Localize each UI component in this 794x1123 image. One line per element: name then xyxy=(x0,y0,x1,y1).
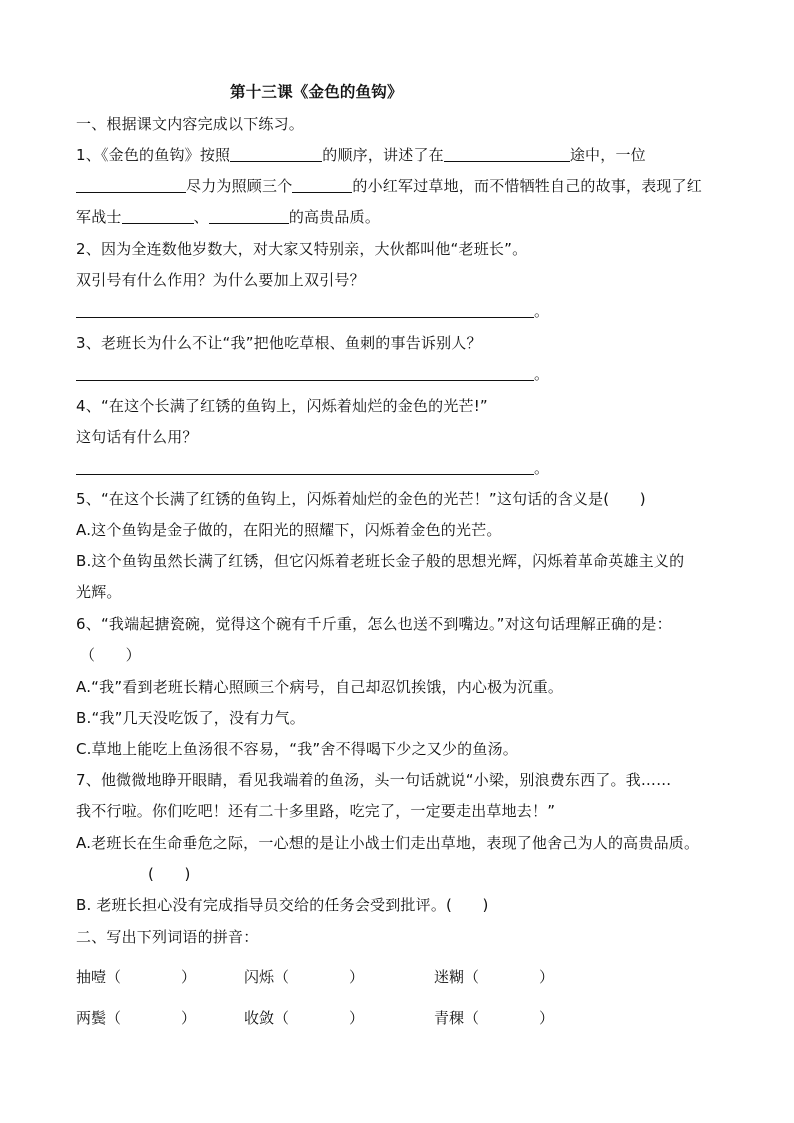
q6-option-b: B.“我”几天没吃饭了，没有力气。 xyxy=(76,709,306,727)
q1-blank-quality2[interactable] xyxy=(209,208,289,224)
q7-option-b: B. 老班长担心没有完成指导员交给的任务会受到批评。( ) xyxy=(76,896,489,914)
q6-answer-paren[interactable]: （ ） xyxy=(80,646,141,664)
q7-stem-cont: 我不行啦。你们吃吧！还有二十多里路，吃完了，一定要走出草地去！” xyxy=(76,802,556,820)
q1-blank-adjective[interactable] xyxy=(292,177,352,193)
section2-heading: 二、写出下列词语的拼音： xyxy=(76,928,259,946)
q3-answer-line: 。 xyxy=(76,364,721,384)
q1-line1: 1、《金色的鱼钩》按照 的顺序，讲述了在 途中，一位 xyxy=(76,146,646,164)
q1-blank-quality1[interactable] xyxy=(122,208,194,224)
q1-blank-journey[interactable] xyxy=(444,146,570,162)
q6-option-c: C.草地上能吃上鱼汤很不容易，“我”舍不得喝下少之又少的鱼汤。 xyxy=(76,740,518,758)
q1-blank-order[interactable] xyxy=(230,146,322,162)
q4-answer-blank[interactable] xyxy=(76,459,534,475)
pinyin-item[interactable]: 抽噎（ ） xyxy=(76,968,197,986)
pinyin-item[interactable]: 收敛（ ） xyxy=(244,1009,365,1027)
pinyin-item[interactable]: 青稞（ ） xyxy=(434,1009,555,1027)
pinyin-item[interactable]: 迷糊（ ） xyxy=(434,968,555,986)
q2-stem: 2、因为全连数他岁数大，对大家又特别亲，大伙都叫他“老班长”。 xyxy=(76,240,528,258)
q7-option-a-paren[interactable]: ( ) xyxy=(148,865,191,883)
page-title: 第十三课《金色的鱼钩》 xyxy=(230,83,403,101)
q4-ask: 这句话有什么用？ xyxy=(76,428,198,446)
q4-stem: 4、“在这个长满了红锈的鱼钩上，闪烁着灿烂的金色的光芒!” xyxy=(76,397,488,415)
q6-option-a: A.“我”看到老班长精心照顾三个病号，自己却忍饥挨饿，内心极为沉重。 xyxy=(76,678,564,696)
q5-option-b-cont: 光辉。 xyxy=(76,583,122,601)
q5-option-b: B.这个鱼钩虽然长满了红锈，但它闪烁着老班长金子般的思想光辉，闪烁着革命英雄主义的 xyxy=(76,552,685,570)
pinyin-item[interactable]: 两鬓（ ） xyxy=(76,1009,197,1027)
q4-answer-line: 。 xyxy=(76,458,721,478)
q3-answer-blank[interactable] xyxy=(76,365,534,381)
q7-stem: 7、他微微地睁开眼睛，看见我端着的鱼汤，头一句话就说“小梁，别浪费东西了。我…… xyxy=(76,771,672,789)
q5-stem: 5、“在这个长满了红锈的鱼钩上，闪烁着灿烂的金色的光芒！”这句话的含义是( ) xyxy=(76,490,646,508)
q2-answer-blank[interactable] xyxy=(76,302,534,318)
q1-line2: 尽力为照顾三个 的小红军过草地，而不惜牺牲自己的故事，表现了红 xyxy=(76,176,721,196)
pinyin-item[interactable]: 闪烁（ ） xyxy=(244,968,365,986)
q2-ask: 双引号有什么作用？为什么要加上双引号？ xyxy=(76,271,365,289)
q1-line3: 军战士 、 的高贵品质。 xyxy=(76,208,381,226)
q3-stem: 3、老班长为什么不让“我”把他吃草根、鱼刺的事告诉别人？ xyxy=(76,334,482,352)
q1-blank-person[interactable] xyxy=(76,177,186,193)
q2-answer-line: 。 xyxy=(76,301,721,321)
section1-heading: 一、根据课文内容完成以下练习。 xyxy=(76,115,305,133)
q7-option-a: A.老班长在生命垂危之际，一心想的是让小战士们走出草地，表现了他舍己为人的高贵品质。 xyxy=(76,834,700,852)
q6-stem: 6、“我端起搪瓷碗，觉得这个碗有千斤重，怎么也送不到嘴边。”对这句话理解正确的是： xyxy=(76,615,672,633)
q5-option-a: A.这个鱼钩是金子做的，在阳光的照耀下，闪烁着金色的光芒。 xyxy=(76,521,502,539)
